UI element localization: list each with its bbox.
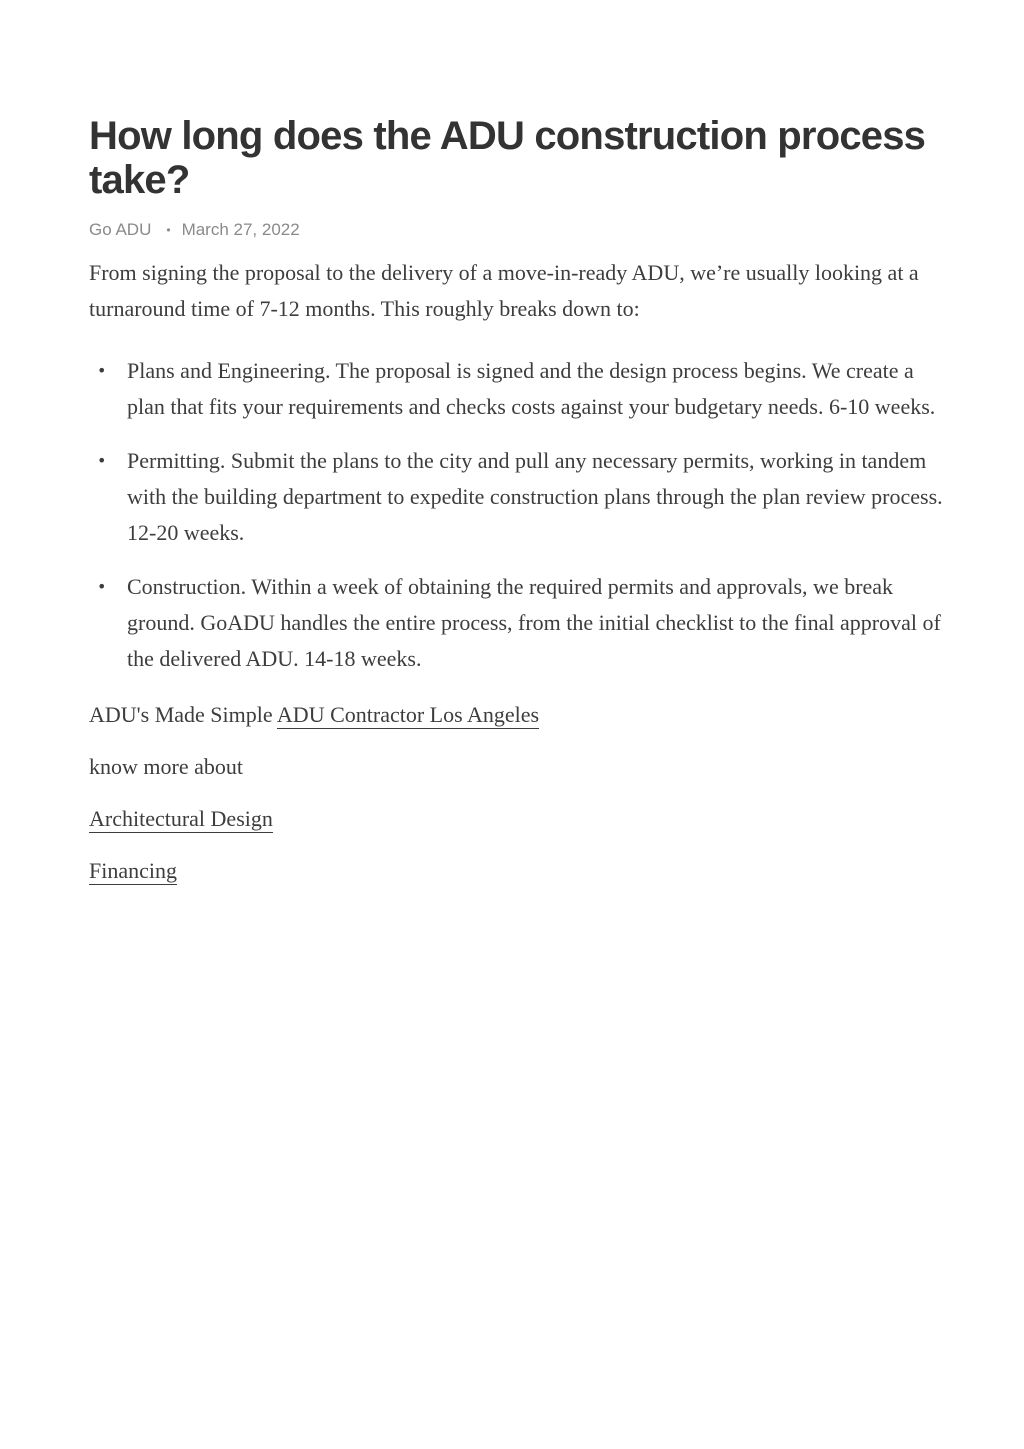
bullet-icon: • [97,577,107,596]
author-name: Go ADU [89,220,152,239]
timeline-list [89,353,951,677]
intro-paragraph: From signing the proposal to the delivery of a move-in-ready ADU, we’re usually looking at a turnaround time of 7-12 months. This roughly breaks down to: [89,260,919,321]
list-item [89,353,951,425]
list-item [89,443,951,551]
know-more-text: know more about [89,754,243,779]
adu-contractor-link[interactable]: ADU Contractor Los Angeles [276,702,540,727]
bullet-icon: • [97,451,107,470]
publish-date: March 27, 2022 [181,220,300,239]
list-item [89,569,951,677]
architectural-design-link[interactable]: Architectural Design [89,806,273,831]
article-title: How long does the ADU construction process take? [89,114,926,202]
list-item-text: Plans and Engineering. The proposal is signed and the design process begins. We create a plan that fits your requirements and checks costs against your budgetary needs. 6-10 weeks. [127,358,936,419]
list-item-text: Construction. Within a week of obtaining the required permits and approvals, we break ground. GoADU handles the entire process, from the initial checklist to the final approval of the delivered ADU. 14-18 weeks. [127,574,941,671]
article-meta [89,220,951,240]
list-item-text: Permitting. Submit the plans to the city and pull any necessary permits, working in tandem with the building department to expedite construction plans through the plan review process. 12-20 weeks. [127,448,943,545]
bullet-icon: • [97,361,107,380]
article [89,114,951,905]
made-simple-paragraph [89,697,951,733]
meta-separator: • [166,223,171,237]
financing-paragraph [89,853,951,889]
made-simple-text: ADU's Made Simple [89,702,273,727]
financing-link[interactable]: Financing [89,858,177,883]
design-paragraph [89,801,951,837]
